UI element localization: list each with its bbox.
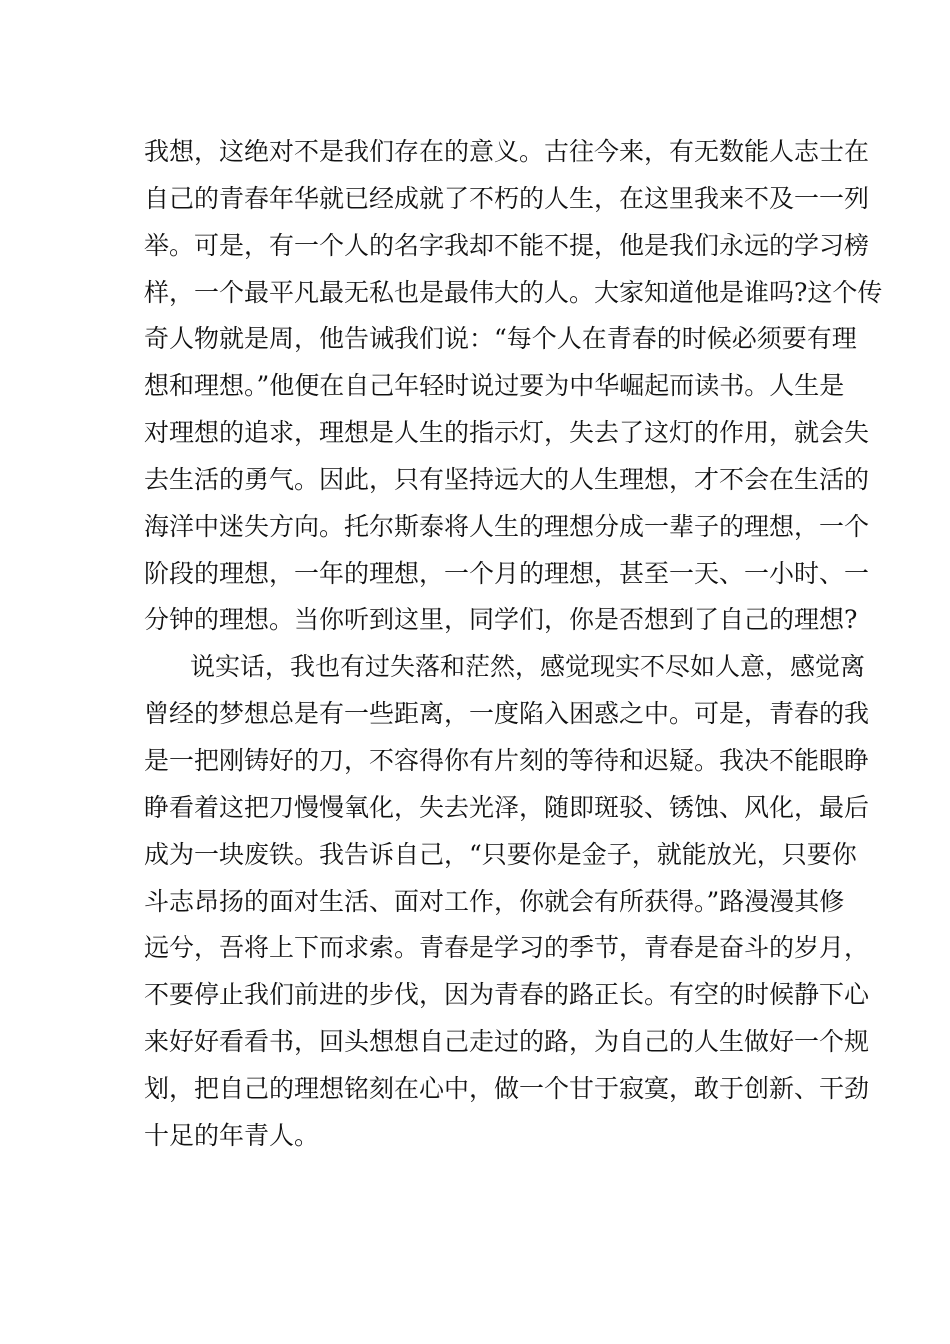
text-line: 想和理想。”他便在自己年轻时说过要为中华崛起而读书。人生是 [144, 371, 845, 401]
text-line: 斗志昂扬的面对生活、面对工作，你就会有所获得。”路漫漫其修 [144, 886, 845, 916]
text-line: 海洋中迷失方向。托尔斯泰将人生的理想分成一辈子的理想，一个 [144, 511, 870, 541]
text-line: 曾经的梦想总是有一些距离，一度陷入困惑之中。可是，青春的我 [144, 699, 870, 729]
text-line: 举。可是，有一个人的名字我却不能不提，他是我们永远的学习榜 [144, 230, 870, 260]
text-line: 我想，这绝对不是我们存在的意义。古往今来，有无数能人志士在 [144, 137, 870, 166]
text-line: 样，一个最平凡最无私也是最伟大的人。大家知道他是谁吗?这个传 [144, 277, 883, 307]
text-line: 睁看着这把刀慢慢氧化，失去光泽，随即斑驳、锈蚀、风化，最后 [144, 792, 870, 822]
text-line: 不要停止我们前进的步伐，因为青春的路正长。有空的时候静下心 [144, 980, 870, 1010]
text-line: 十足的年青人。 [144, 1120, 320, 1150]
text-line: 成为一块废铁。我告诉自己，“只要你是金子，就能放光，只要你 [144, 839, 857, 869]
text-line: 自己的青春年华就已经成就了不朽的人生，在这里我来不及一一列 [144, 183, 870, 213]
body-text [144, 129, 883, 1160]
text-line: 阶段的理想，一年的理想，一个月的理想，甚至一天、一小时、一 [144, 558, 870, 588]
paragraph-1 [144, 129, 883, 644]
text-line: 奇人物就是周，他告诫我们说：“每个人在青春的时候必须要有理 [144, 324, 857, 354]
text-line: 是一把刚铸好的刀，不容得你有片刻的等待和迟疑。我决不能眼睁 [144, 745, 870, 775]
paragraph-2 [144, 644, 870, 1159]
text-line: 来好好看看书，回头想想自己走过的路，为自己的人生做好一个规 [144, 1027, 870, 1057]
text-line: 划，把自己的理想铭刻在心中，做一个甘于寂寞，敢于创新、干劲 [144, 1073, 870, 1103]
text-line: 远兮，吾将上下而求索。青春是学习的季节，青春是奋斗的岁月， [144, 933, 870, 963]
text-line: 去生活的勇气。因此，只有坚持远大的人生理想，才不会在生活的 [144, 464, 870, 494]
text-line: 分钟的理想。当你听到这里，同学们，你是否想到了自己的理想? [144, 605, 858, 635]
text-line: 说实话，我也有过失落和茫然，感觉现实不尽如人意，感觉离 [190, 652, 866, 682]
text-line: 对理想的追求，理想是人生的指示灯，失去了这灯的作用，就会失 [144, 418, 870, 448]
